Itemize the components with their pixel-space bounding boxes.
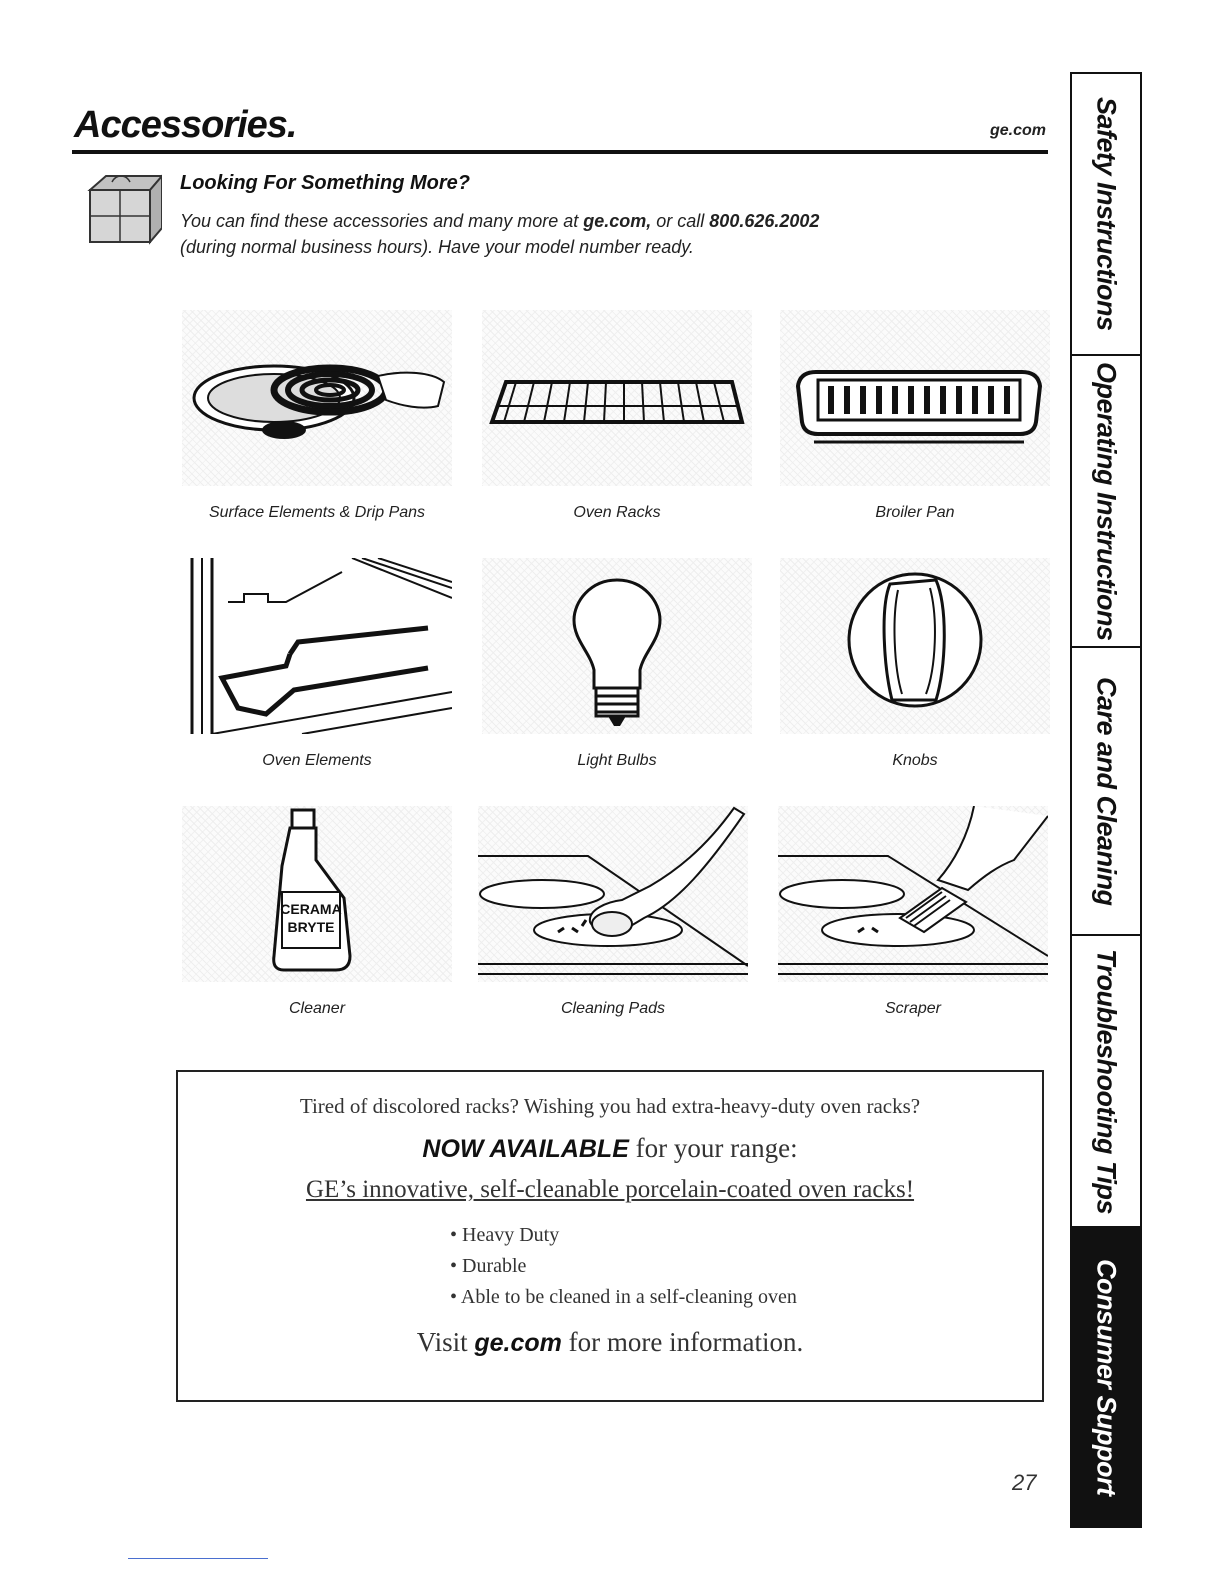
broiler-pan-icon (780, 310, 1050, 486)
tab-label: Consumer Support (1091, 1258, 1122, 1496)
header-site-link[interactable]: ge.com (989, 122, 1046, 139)
tab-safety-instructions[interactable] (1072, 74, 1140, 356)
tab-care-and-cleaning[interactable] (1072, 648, 1140, 936)
page-title: Accessories. (74, 104, 297, 146)
accessory-item-knobs (780, 558, 1050, 770)
intro-text-part: or call (651, 211, 710, 231)
promo-bullet: • Able to be cleaned in a self-cleaning oven (450, 1282, 1042, 1313)
header-rule (72, 150, 1048, 154)
accessory-item-surface-elements (182, 310, 452, 522)
promo-visit-text: Visit (416, 1327, 475, 1357)
intro-phone: 800.626.2002 (709, 211, 820, 231)
cleaning-pad-icon (478, 806, 748, 982)
accessory-caption: Knobs (892, 752, 938, 769)
intro-heading: Looking For Something More? (180, 172, 470, 194)
accessory-caption: Light Bulbs (577, 752, 657, 769)
tab-label: Operating Instructions (1091, 361, 1122, 641)
tab-label: Troubleshooting Tips (1091, 948, 1122, 1214)
intro-text (180, 208, 940, 260)
promo-web-link[interactable]: ge.com (474, 1329, 562, 1357)
accessory-caption: Cleaner (288, 1000, 346, 1017)
tab-label: Care and Cleaning (1091, 676, 1122, 906)
accessory-caption: Surface Elements & Drip Pans (208, 504, 426, 521)
surface-element-icon (182, 310, 452, 486)
cleaner-bottle-icon (182, 806, 452, 982)
knob-icon (780, 558, 1050, 734)
accessory-item-cleaner (182, 806, 452, 1018)
intro-text-part: (during normal business hours). Have your model number ready. (180, 237, 694, 257)
promo-bullet: • Heavy Duty (450, 1220, 1042, 1251)
promo-headline: GE’s innovative, self-cleanable porcelain-coated oven racks! (305, 1176, 915, 1203)
promo-visit-end: for more information. (561, 1327, 804, 1357)
page-number: 27 (1012, 1470, 1037, 1495)
accessory-item-light-bulbs (482, 558, 752, 770)
promo-box (176, 1070, 1044, 1402)
intro-web-link[interactable]: ge.com, (583, 211, 652, 231)
accessory-item-oven-elements (182, 558, 452, 770)
oven-rack-icon (482, 310, 752, 486)
intro-text-part: You can find these accessories and many more at (180, 211, 584, 231)
accessory-caption: Broiler Pan (875, 504, 955, 521)
tab-troubleshooting-tips[interactable] (1072, 936, 1140, 1228)
promo-now-available-line (178, 1133, 1042, 1164)
accessory-item-scraper (778, 806, 1048, 1018)
promo-for-range: for your range: (628, 1133, 798, 1163)
accessory-caption: Cleaning Pads (560, 1000, 666, 1017)
section-tabs (1070, 72, 1142, 1528)
tab-operating-instructions[interactable] (1072, 356, 1140, 648)
accessory-item-cleaning-pads (478, 806, 748, 1018)
accessory-caption: Oven Elements (262, 752, 372, 769)
promo-bullet: • Durable (450, 1251, 1042, 1282)
promo-visit-line (178, 1327, 1042, 1358)
promo-bullet-list (178, 1220, 1042, 1313)
promo-intro: Tired of discolored racks? Wishing you had extra-heavy-duty oven racks? (299, 1094, 921, 1118)
footer-line (128, 1558, 268, 1559)
promo-now-available: NOW AVAILABLE (422, 1135, 629, 1163)
scraper-icon (778, 806, 1048, 982)
tab-consumer-support[interactable] (1072, 1228, 1140, 1526)
cleaner-label-top: CERAMA (280, 901, 342, 917)
light-bulb-icon (482, 558, 752, 734)
accessory-item-oven-racks (482, 310, 752, 522)
tab-label: Safety Instructions (1091, 97, 1122, 331)
parts-box-icon (86, 172, 162, 246)
accessory-caption: Oven Racks (573, 504, 661, 521)
accessory-item-broiler-pan (780, 310, 1050, 522)
cleaner-label-bottom: BRYTE (287, 919, 335, 935)
oven-element-icon (182, 558, 452, 734)
accessory-caption: Scraper (884, 1000, 942, 1017)
